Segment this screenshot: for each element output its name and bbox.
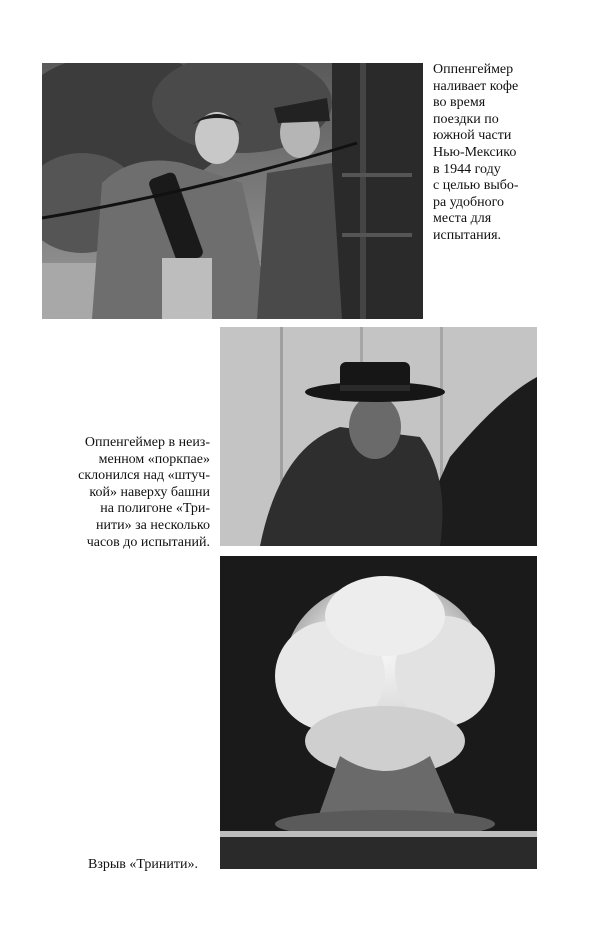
- explosion-caption: Взрыв «Тринити».: [88, 857, 198, 872]
- coffee-caption: Оппенгеймер наливает кофе во время поездки по южной части Нью-Мексико в 1944 году с целью выбо- ра удобного места для испытания.: [433, 62, 519, 243]
- porkpie-caption: Оппенгеймер в неиз- менном «поркпае» склонился над «штуч- кой» наверху башни на полигоне «Три- нити» за несколько часов до испытаний.: [78, 435, 210, 550]
- porkpie-hat-photo: [220, 327, 537, 546]
- coffee-trip-photo: [42, 63, 423, 319]
- trinity-explosion-photo: [220, 556, 537, 869]
